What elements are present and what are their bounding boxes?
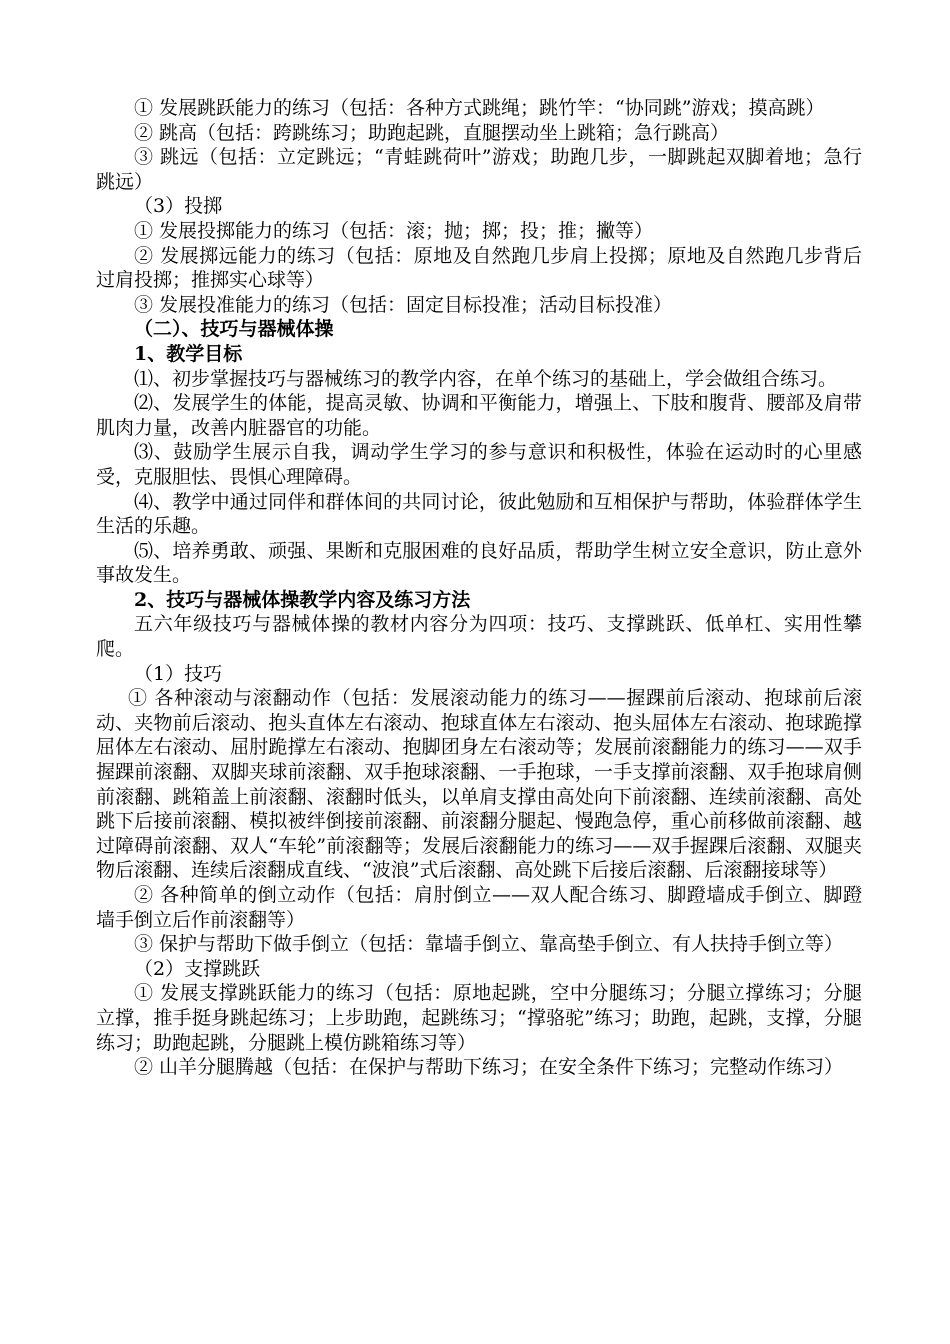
paragraph: ② 发展掷远能力的练习（包括：原地及自然跑几步肩上投掷；原地及自然跑几步背后过肩投掷；推掷实心球等） <box>96 244 862 292</box>
paragraph: ⑸、培养勇敢、顽强、果断和克服困难的良好品质，帮助学生树立安全意识，防止意外事故发生。 <box>96 539 862 587</box>
paragraph: ② 山羊分腿腾越（包括：在保护与帮助下练习；在安全条件下练习；完整动作练习） <box>134 1056 844 1079</box>
paragraph: ⑵、发展学生的体能，提高灵敏、协调和平衡能力，增强上、下肢和腹背、腰部及肩带肌肉力量，改善内脏器官的功能。 <box>96 392 862 439</box>
paragraph: ⑶、鼓励学生展示自我，调动学生学习的参与意识和积极性，体验在运动时的心里感受，克服胆怯、畏惧心理障碍。 <box>96 441 862 488</box>
paragraph: ① 各种滚动与滚翻动作（包括：发展滚动能力的练习——握踝前后滚动、抱球前后滚动、夹物前后滚动、抱头直体左右滚动、抱球直体左右滚动、抱头屈体左右滚动、抱球跪撑屈体左右滚动、屈肘跪撑左右滚动、抱脚团身左右滚动等；发展前滚翻能力的练习——双手握踝前滚翻、双脚夹球前滚翻、双手抱球滚翻、一手抱球，一手支撑前滚翻、双手抱球肩侧前滚翻、跳箱盖上前滚翻、滚翻时低头，以单肩支撑由高处向下前滚翻、连续前滚翻、高处跳下后接前滚翻、模拟被绊倒接前滚翻、前滚翻分腿起、慢跑急停，重心前移做前滚翻、越过障碍前滚翻、双人“车轮”前滚翻等；发展后滚翻能力的练习——双手握踝后滚翻、双腿夹物后滚翻、连续后滚翻成直线、“波浪”式后滚翻、高处跳下后接后滚翻、后滚翻接球等） <box>96 687 862 882</box>
paragraph: ⑷、教学中通过同伴和群体间的共同讨论，彼此勉励和互相保护与帮助，体验群体学生生活的乐趣。 <box>96 490 862 538</box>
paragraph: ② 跳高（包括：跨跳练习；助跑起跳，直腿摆动坐上跳箱；急行跳高） <box>134 121 730 144</box>
paragraph: ③ 跳远（包括：立定跳远；“青蛙跳荷叶”游戏；助跑几步，一脚跳起双脚着地；急行跳远） <box>96 146 862 193</box>
paragraph: ① 发展投掷能力的练习（包括：滚；抛；掷；投；推；撇等） <box>134 219 654 242</box>
paragraph: （1）技巧 <box>134 662 223 685</box>
paragraph: ① 发展跳跃能力的练习（包括：各种方式跳绳；跳竹竿：“协同跳”游戏；摸高跳） <box>134 97 825 119</box>
paragraph: 五六年级技巧与器械体操的教材内容分为四项：技巧、支撑跳跃、低单杠、实用性攀爬。 <box>96 613 862 661</box>
paragraph: ① 发展支撑跳跃能力的练习（包括：原地起跳，空中分腿练习；分腿立撑练习；分腿立撑，推手挺身跳起练习；上步助跑，起跳练习；“撑骆驼”练习；助跑，起跳，支撑，分腿练习；助跑起跳，分腿跳上模仿跳箱练习等） <box>96 982 862 1054</box>
paragraph: ③ 发展投准能力的练习（包括：固定目标投准；活动目标投准） <box>134 293 673 316</box>
subsection-heading: 1、教学目标 <box>134 342 243 365</box>
paragraph: （2）支撑跳跃 <box>134 957 261 980</box>
subsection-heading: 2、技巧与器械体操教学内容及练习方法 <box>134 588 471 611</box>
section-heading: （二）、技巧与器械体操 <box>134 318 334 341</box>
paragraph: （3）投掷 <box>134 195 223 218</box>
paragraph: ③ 保护与帮助下做手倒立（包括：靠墙手倒立、靠高垫手倒立、有人扶持手倒立等） <box>134 933 844 956</box>
paragraph: ⑴、初步掌握技巧与器械练习的教学内容，在单个练习的基础上，学会做组合练习。 <box>134 367 838 390</box>
document-body <box>96 96 862 1080</box>
paragraph: ② 各种简单的倒立动作（包括：肩肘倒立——双人配合练习、脚蹬墙成手倒立、脚蹬墙手倒立后作前滚翻等） <box>96 884 862 931</box>
